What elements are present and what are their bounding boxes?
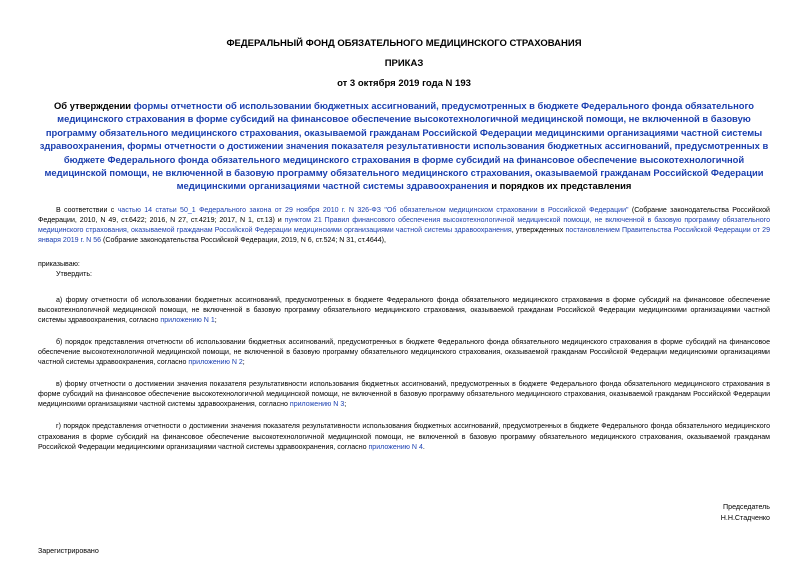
preamble-text-4: (Собрание законодательства Российской Федерации, 2019, N 6, ст.524; N 31, ст.4644), — [101, 237, 386, 245]
item-b — [38, 338, 770, 368]
document-title — [38, 99, 770, 193]
item-c — [38, 380, 770, 410]
item-c-text: в) форму отчетности о достижении значения показателя результативности использования бюджетных ассигнований, предусмотренных в бюджете Федерального фонда обязательного медицинского страхования в форме субсидий на финансовое обеспечение высокотехнологичной медицинской помощи, не включенной в базовую программу обязательного медицинского страхования, оказываемой гражданам Российской Федерации медицинскими организациями частной системы здравоохранения, согласно — [38, 381, 770, 409]
link-federal-law[interactable]: частью 14 статьи 50_1 Федерального закона от 29 ноября 2010 г. N 326-ФЗ "Об обязательном медицинском страховании в Российской Федерации" — [117, 207, 629, 214]
item-c-end: ; — [344, 401, 347, 409]
item-a-end: ; — [214, 316, 217, 324]
organization-name: ФЕДЕРАЛЬНЫЙ ФОНД ОБЯЗАТЕЛЬНОГО МЕДИЦИНСКОГО СТРАХОВАНИЯ — [226, 38, 582, 49]
document-body — [38, 206, 770, 453]
link-appendix-1[interactable]: приложению N 1 — [160, 316, 215, 324]
link-rules-point-21[interactable]: пунктом 21 Правил финансового обеспечения высокотехнологичной медицинской помощи, не включенной в базовую программу обязательного медицинского страхования, оказываемой гражданам Российской Федерации медицинскими организациями частной системы здравоохранения — [38, 217, 770, 235]
document-type: ПРИКАЗ — [384, 58, 424, 69]
preamble-text-2: (Собрание законодательства Российской Федерации, 2010, N 49, ст.6422; 2016, N 27, ст.4219; 2017, N 1, ст.13) и — [38, 207, 770, 225]
item-b-text: б) порядок представления отчетности об использовании бюджетных ассигнований, предусмотренных в бюджете Федерального фонда обязательного медицинского страхования в форме субсидий на финансовое обеспечение высокотехнологичной медицинской помощи, не включенной в базовую программу обязательного медицинского страхования, оказываемой гражданам Российской Федерации медицинскими организациями частной системы здравоохранения, согласно — [38, 338, 770, 367]
link-government-resolution[interactable]: постановлением Правительства Российской Федерации от 29 января 2019 г. N 56 — [38, 227, 770, 245]
preamble-text-3: , утвержденных — [511, 227, 566, 235]
item-a-text: а) форму отчетности об использовании бюджетных ассигнований, предусмотренных в бюджете Федерального фонда обязательного медицинского страхования в форме субсидий на финансовое обеспечение высокотехнологичной медицинской помощи, не включенной в базовую программу обязательного медицинского страхования, оказываемой гражданам Российской Федерации медицинскими организациями частной системы здравоохранения, согласно — [38, 296, 770, 324]
item-d-end: . — [422, 443, 425, 451]
signatory-position: Председатель — [723, 503, 770, 511]
preamble-text-1: В соответствии с — [56, 207, 118, 214]
preamble-paragraph — [38, 206, 770, 246]
link-appendix-3[interactable]: приложению N 3 — [289, 401, 345, 409]
title-suffix: и порядков их представления — [488, 180, 632, 192]
signature-block — [721, 502, 770, 523]
item-b-end: ; — [242, 359, 245, 367]
title-prefix: Об утверждении — [54, 100, 134, 111]
item-d — [38, 422, 770, 452]
approve-word: Утвердить: — [56, 271, 92, 279]
document-date-number: от 3 октября 2019 года N 193 — [337, 78, 471, 89]
order-word: приказываю: — [38, 261, 80, 269]
signatory-name: Н.Н.Стадченко — [720, 513, 770, 522]
title-link-forms[interactable]: формы отчетности об использовании бюджетных ассигнований, предусмотренных в бюджете Федерального фонда обязательного медицинского страхования в форме субсидий на финансовое обеспечение высокотехнологичной медицинской помощи, не включенной в базовую программу обязательного медицинского страхования, оказываемой гражданам Российской Федерации медицинскими организациями частной системы здравоохранения, формы отчетности о достижении значения показателя результативности использования бюджетных ассигнований, предусмотренных в бюджете Федерального фонда обязательного медицинского страхования в форме субсидий на финансовое обеспечение высокотехнологичной медицинской помощи, не включенной в базовую программу обязательного медицинского страхования, оказываемой гражданам Российской Федерации медицинскими организациями частной системы здравоохранения — [39, 100, 769, 192]
registered-label: Зарегистрировано — [38, 547, 99, 555]
item-d-text: г) порядок представления отчетности о достижении значения показателя результативности использования бюджетных ассигнований, предусмотренных в бюджете Федерального фонда обязательного медицинского страхования в форме субсидий на финансовое обеспечение высокотехнологичной медицинской помощи, не включенной в базовую программу обязательного медицинского страхования, оказываемой гражданам Российской Федерации медицинскими организациями частной системы здравоохранения, согласно — [38, 423, 770, 451]
link-appendix-2[interactable]: приложению N 2 — [188, 359, 243, 367]
link-appendix-4[interactable]: приложению N 4 — [368, 443, 423, 451]
item-a — [38, 296, 770, 326]
